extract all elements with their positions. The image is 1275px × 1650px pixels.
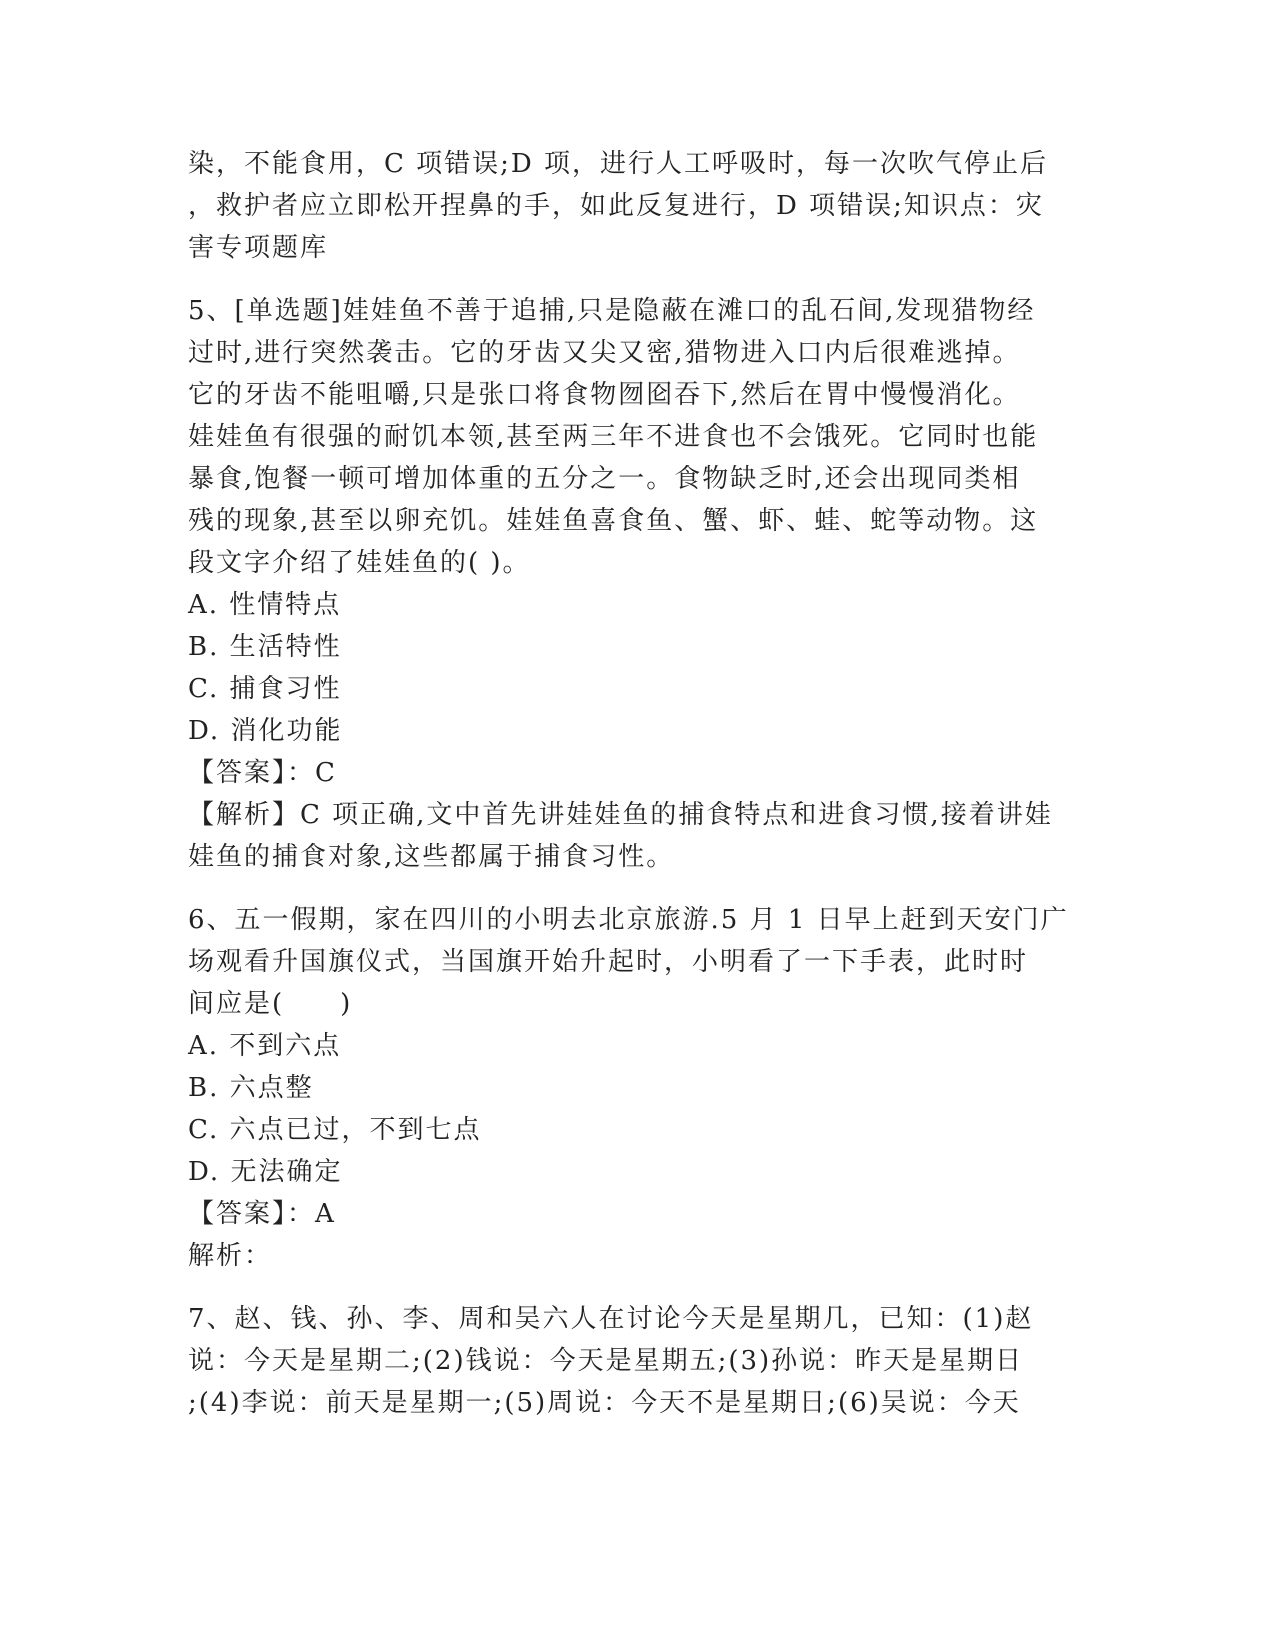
question-stem-line: 说：今天是星期二;(2)钱说：今天是星期五;(3)孙说：昨天是星期日 bbox=[188, 1346, 1024, 1376]
question-stem-line: 娃娃鱼有很强的耐饥本领,甚至两三年不进食也不会饿死。它同时也能 bbox=[188, 422, 1039, 452]
question-5 bbox=[188, 290, 1088, 878]
question-stem-line: 段文字介绍了娃娃鱼的( )。 bbox=[188, 548, 531, 578]
paragraph-gap bbox=[188, 269, 1088, 290]
question-stem-line: 5、[单选题]娃娃鱼不善于追捕,只是隐蔽在滩口的乱石间,发现猎物经 bbox=[188, 296, 1036, 326]
answer-line: 【答案】：A bbox=[188, 1199, 336, 1229]
question-stem-line: 过时,进行突然袭击。它的牙齿又尖又密,猎物进入口内后很难逃掉。 bbox=[188, 338, 1021, 368]
intro-paragraph bbox=[188, 143, 1088, 269]
question-6 bbox=[188, 899, 1088, 1277]
question-stem-line: 6、五一假期，家在四川的小明去北京旅游.5 月 1 日早上赶到天安门广 bbox=[188, 905, 1069, 935]
analysis-line: 【解析】C 项正确,文中首先讲娃娃鱼的捕食特点和进食习惯,接着讲娃 bbox=[188, 800, 1053, 830]
analysis-line: 解析： bbox=[188, 1241, 273, 1271]
question-stem-line: 间应是( ) bbox=[188, 989, 353, 1019]
option-a: A. 性情特点 bbox=[188, 590, 342, 620]
text-line: 染，不能食用，C 项错误;D 项，进行人工呼吸时，每一次吹气停止后 bbox=[188, 149, 1049, 179]
paragraph-gap bbox=[188, 1277, 1088, 1298]
question-stem-line: 它的牙齿不能咀嚼,只是张口将食物囫囵吞下,然后在胃中慢慢消化。 bbox=[188, 380, 1021, 410]
question-stem-line: 残的现象,甚至以卵充饥。娃娃鱼喜食鱼、蟹、虾、蛙、蛇等动物。这 bbox=[188, 506, 1039, 536]
option-b: B. 六点整 bbox=[188, 1073, 314, 1103]
question-stem-line: 场观看升国旗仪式，当国旗开始升起时，小明看了一下手表，此时时 bbox=[188, 947, 1029, 977]
document-body bbox=[188, 143, 1088, 1424]
option-a: A. 不到六点 bbox=[188, 1031, 342, 1061]
question-stem-line: 7、赵、钱、孙、李、周和吴六人在讨论今天是星期几，已知：(1)赵 bbox=[188, 1304, 1034, 1334]
question-stem-line: 暴食,饱餐一顿可增加体重的五分之一。食物缺乏时,还会出现同类相 bbox=[188, 464, 1021, 494]
option-c: C. 六点已过，不到七点 bbox=[188, 1115, 482, 1145]
text-line: ，救护者应立即松开捏鼻的手，如此反复进行，D 项错误;知识点：灾 bbox=[188, 191, 1044, 221]
text-line: 害专项题库 bbox=[188, 233, 329, 263]
paragraph-gap bbox=[188, 878, 1088, 899]
option-b: B. 生活特性 bbox=[188, 632, 342, 662]
analysis-line: 娃鱼的捕食对象,这些都属于捕食习性。 bbox=[188, 842, 675, 872]
question-7 bbox=[188, 1298, 1088, 1424]
answer-line: 【答案】：C bbox=[188, 758, 337, 788]
option-d: D. 无法确定 bbox=[188, 1157, 343, 1187]
option-c: C. 捕食习性 bbox=[188, 674, 342, 704]
option-d: D. 消化功能 bbox=[188, 716, 343, 746]
question-stem-line: ;(4)李说：前天是星期一;(5)周说：今天不是星期日;(6)吴说：今天 bbox=[188, 1388, 1021, 1418]
